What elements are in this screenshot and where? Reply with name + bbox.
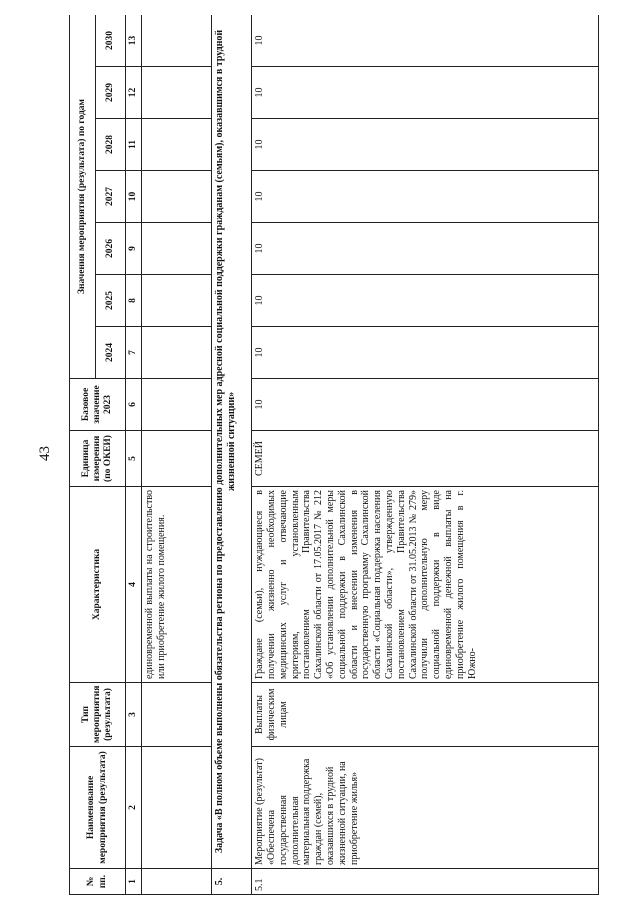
column-number-row xyxy=(126,15,142,895)
row-5-1-value-2028: 10 xyxy=(252,119,599,171)
row-5-1-base: 10 xyxy=(252,379,599,431)
cell-empty xyxy=(142,275,212,327)
column-number: 1 xyxy=(126,869,142,895)
header-year: 2026 xyxy=(96,223,126,275)
landscape-page xyxy=(69,15,599,895)
header-row-1 xyxy=(70,15,96,895)
header-num: № пп. xyxy=(70,869,126,895)
header-unit: Единица измерения (по ОКЕИ) xyxy=(70,431,126,487)
header-type: Тип мероприятия (результата) xyxy=(70,683,126,747)
column-number: 6 xyxy=(126,379,142,431)
continuation-characteristic: единовременной выплаты на строительство или приобретение жилого помещения. xyxy=(142,487,212,683)
cell-empty xyxy=(142,67,212,119)
cell-empty xyxy=(142,747,212,869)
header-year: 2027 xyxy=(96,171,126,223)
row-5-1-value-2030: 10 xyxy=(252,15,599,67)
cell-empty xyxy=(142,327,212,379)
column-number: 2 xyxy=(126,747,142,869)
column-number: 13 xyxy=(126,15,142,67)
header-year: 2024 xyxy=(96,327,126,379)
cell-empty xyxy=(142,683,212,747)
rotated-table-container xyxy=(69,15,599,895)
header-year: 2028 xyxy=(96,119,126,171)
header-characteristic: Характеристика xyxy=(70,487,126,683)
cell-empty xyxy=(142,15,212,67)
column-number: 5 xyxy=(126,431,142,487)
row-5-1-value-2027: 10 xyxy=(252,171,599,223)
row-5-1-type: Выплаты физическим лицам xyxy=(252,683,599,747)
row-5-1-num: 5.1 xyxy=(252,869,599,895)
row-5-1-unit: СЕМЕЙ xyxy=(252,431,599,487)
task-row xyxy=(212,15,252,895)
cell-empty xyxy=(142,431,212,487)
cell-empty xyxy=(142,223,212,275)
header-year: 2029 xyxy=(96,67,126,119)
cell-empty xyxy=(142,379,212,431)
row-5-1-value-2025: 10 xyxy=(252,275,599,327)
header-base: Базовое значение 2023 xyxy=(70,379,126,431)
row-5-1-value-2029: 10 xyxy=(252,67,599,119)
cell-empty xyxy=(142,119,212,171)
row-5-1-characteristic: Граждане (семьи), нуждающиеся в получении жизненно необходимых медицинских услуг и отвечающие критериям, установленным постановлением Правительства Сахалинской области от 17.05.2017 № 212 «Об установлении дополнительной меры социальной поддержки в Сахалинской области и внесении изменения в государственную программу Сахалинской области «Социальная поддержка населения Сахалинской области», утвержденную постановлением Правительства Сахалинской области от 31.05.2013 № 279» получили дополнительную меру социальной поддержки в виде единовременной денежной выплаты на приобретение жилого помещения в г. Южно- xyxy=(252,487,599,683)
page-number: 43 xyxy=(37,446,53,461)
header-year: 2025 xyxy=(96,275,126,327)
cell-empty xyxy=(142,171,212,223)
activities-table xyxy=(69,15,599,895)
cell-empty xyxy=(142,869,212,895)
column-number: 7 xyxy=(126,327,142,379)
column-number: 11 xyxy=(126,119,142,171)
header-year: 2030 xyxy=(96,15,126,67)
continuation-row xyxy=(142,15,212,895)
column-number: 12 xyxy=(126,67,142,119)
task-num: 5. xyxy=(212,869,252,895)
row-5-1 xyxy=(252,15,599,895)
task-text: Задача «В полном объеме выполнены обязательства региона по предоставлению дополнительных мер адресной социальной поддержки гражданам (семьям), оказавшимся в трудной жизненной ситуации» xyxy=(212,15,252,869)
row-5-1-value-2024: 10 xyxy=(252,327,599,379)
column-number: 9 xyxy=(126,223,142,275)
header-name: Наименование мероприятия (результата) xyxy=(70,747,126,869)
column-number: 10 xyxy=(126,171,142,223)
column-number: 8 xyxy=(126,275,142,327)
header-years-group: Значения мероприятия (результата) по годам xyxy=(70,15,96,379)
column-number: 3 xyxy=(126,683,142,747)
column-number: 4 xyxy=(126,487,142,683)
row-5-1-value-2026: 10 xyxy=(252,223,599,275)
row-5-1-name: Мероприятие (результат) «Обеспечена государственная дополнительная материальная поддержка граждан (семей), оказавшихся в трудной жизненной ситуации, на приобретение жилья» xyxy=(252,747,599,869)
